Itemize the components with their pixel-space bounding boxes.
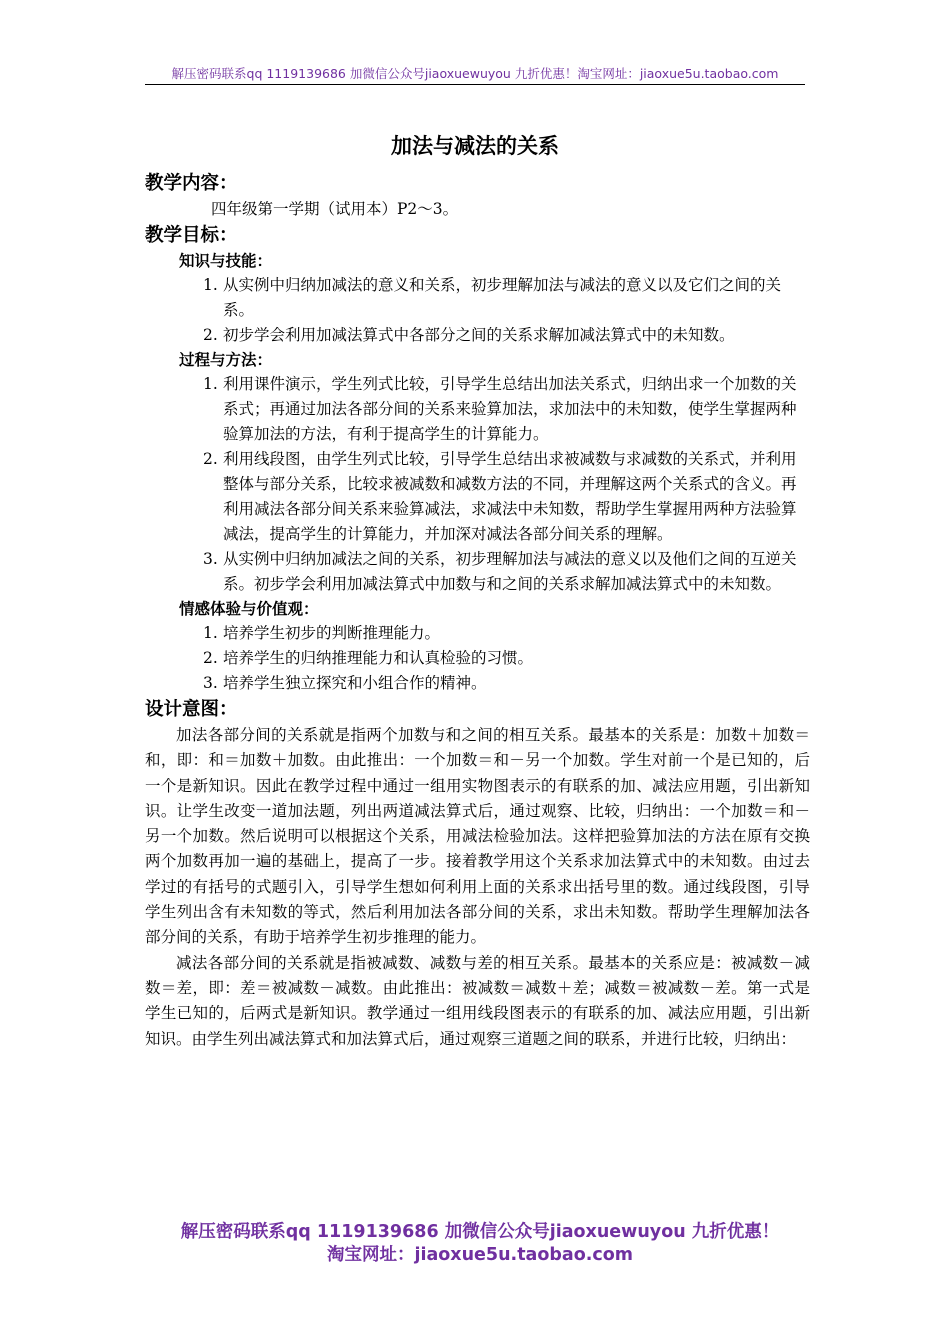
list-item-number: 1. bbox=[203, 624, 218, 642]
list-item-number: 2. bbox=[203, 450, 218, 468]
list-item bbox=[145, 323, 810, 348]
footer-promo-line: 解压密码联系qq 1119139686 加微信公众号jiaoxuewuyou 九折优惠！ bbox=[180, 1222, 780, 1242]
list-item-text: 培养学生初步的判断推理能力。 bbox=[223, 624, 441, 642]
knowledge-skills-heading: 知识与技能： bbox=[179, 252, 273, 270]
list-item-text: 利用线段图，由学生列式比较，引导学生总结出求被减数与求减数的关系式，并利用整体与部分关系，比较求被减数和减数方法的不同，并理解这两个关系式的含义。再利用减法各部分间关系来验算减法，求减法中未知数，帮助学生掌握用两种方法验算减法，提高学生的计算能力，并加深对减法各部分间关系的理解。 bbox=[223, 450, 797, 543]
document-body bbox=[145, 170, 810, 1052]
list-item bbox=[145, 621, 810, 646]
page-header: 解压密码联系qq 1119139686 加微信公众号jiaoxuewuyou 九折优惠！淘宝网址：jiaoxue5u.taobao.com bbox=[171, 66, 779, 81]
list-item-text: 从实例中归纳加减法之间的关系，初步理解加法与减法的意义以及他们之间的互逆关系。初步学会利用加减法算式中加数与和之间的关系求解加减法算式中的未知数。 bbox=[223, 550, 797, 593]
list-item-number: 3. bbox=[203, 674, 218, 692]
list-item-number: 1. bbox=[203, 276, 218, 294]
list-item-text: 从实例中归纳加减法的意义和关系，初步理解加法与减法的意义以及它们之间的关系。 bbox=[223, 276, 782, 319]
design-paragraph: 加法各部分间的关系就是指两个加数与和之间的相互关系。最基本的关系是：加数＋加数＝和，即：和＝加数＋加数。由此推出：一个加数＝和－另一个加数。学生对前一个是已知的，后一个是新知识。因此在教学过程中通过一组用实物图表示的有联系的加、减法应用题，引出新知识。让学生改变一道加法题，列出两道减法算式后，通过观察、比较，归纳出：一个加数＝和－另一个加数。然后说明可以根据这个关系，用减法检验加法。这样把验算加法的方法在原有交换两个加数再加一遍的基础上，提高了一步。接着教学用这个关系求加法算式中的未知数。由过去学过的有括号的式题引入，引导学生想如何利用上面的关系求出括号里的数。通过线段图，引导学生列出含有未知数的等式，然后利用加法各部分间的关系，求出未知数。帮助学生理解加法各部分间的关系，有助于培养学生初步推理的能力。 bbox=[145, 726, 810, 947]
list-item-text: 培养学生的归纳推理能力和认真检验的习惯。 bbox=[223, 649, 534, 667]
list-item bbox=[145, 646, 810, 671]
teaching-content-text: 四年级第一学期（试用本）P2～3。 bbox=[211, 200, 459, 218]
list-item bbox=[145, 547, 810, 597]
list-item-number: 1. bbox=[203, 375, 218, 393]
list-item bbox=[145, 372, 810, 447]
footer-shop-url: 淘宝网址：jiaoxue5u.taobao.com bbox=[326, 1245, 634, 1265]
list-item-text: 初步学会利用加减法算式中各部分之间的关系求解加减法算式中的未知数。 bbox=[223, 326, 735, 344]
header-divider bbox=[145, 84, 805, 85]
list-item-number: 2. bbox=[203, 326, 218, 344]
design-paragraph: 减法各部分间的关系就是指被减数、减数与差的相互关系。最基本的关系应是：被减数－减数＝差，即：差＝被减数－减数。由此推出：被减数＝减数＋差；减数＝被减数－差。第一式是学生已知的，后两式是新知识。教学通过一组用线段图表示的有联系的加、减法应用题，引出新知识。由学生列出减法算式和加法算式后，通过观察三道题之间的联系，并进行比较，归纳出： bbox=[145, 953, 810, 1048]
design-intent-heading: 设计意图： bbox=[145, 699, 238, 720]
list-item-number: 2. bbox=[203, 649, 218, 667]
list-item-text: 培养学生独立探究和小组合作的精神。 bbox=[223, 674, 487, 692]
teaching-goals-heading: 教学目标： bbox=[145, 225, 238, 246]
list-item bbox=[145, 273, 810, 323]
emotion-values-heading: 情感体验与价值观： bbox=[179, 600, 319, 618]
process-methods-heading: 过程与方法： bbox=[179, 351, 273, 369]
list-item-number: 3. bbox=[203, 550, 218, 568]
teaching-content-heading: 教学内容： bbox=[145, 173, 238, 194]
list-item bbox=[145, 447, 810, 547]
list-item-text: 利用课件演示，学生列式比较，引导学生总结出加法关系式，归纳出求一个加数的关系式；再通过加法各部分间的关系来验算加法，求加法中的未知数，使学生掌握两种验算加法的方法，有利于提高学生的计算能力。 bbox=[223, 375, 797, 443]
document-title: 加法与减法的关系 bbox=[391, 134, 559, 158]
list-item bbox=[145, 671, 810, 696]
